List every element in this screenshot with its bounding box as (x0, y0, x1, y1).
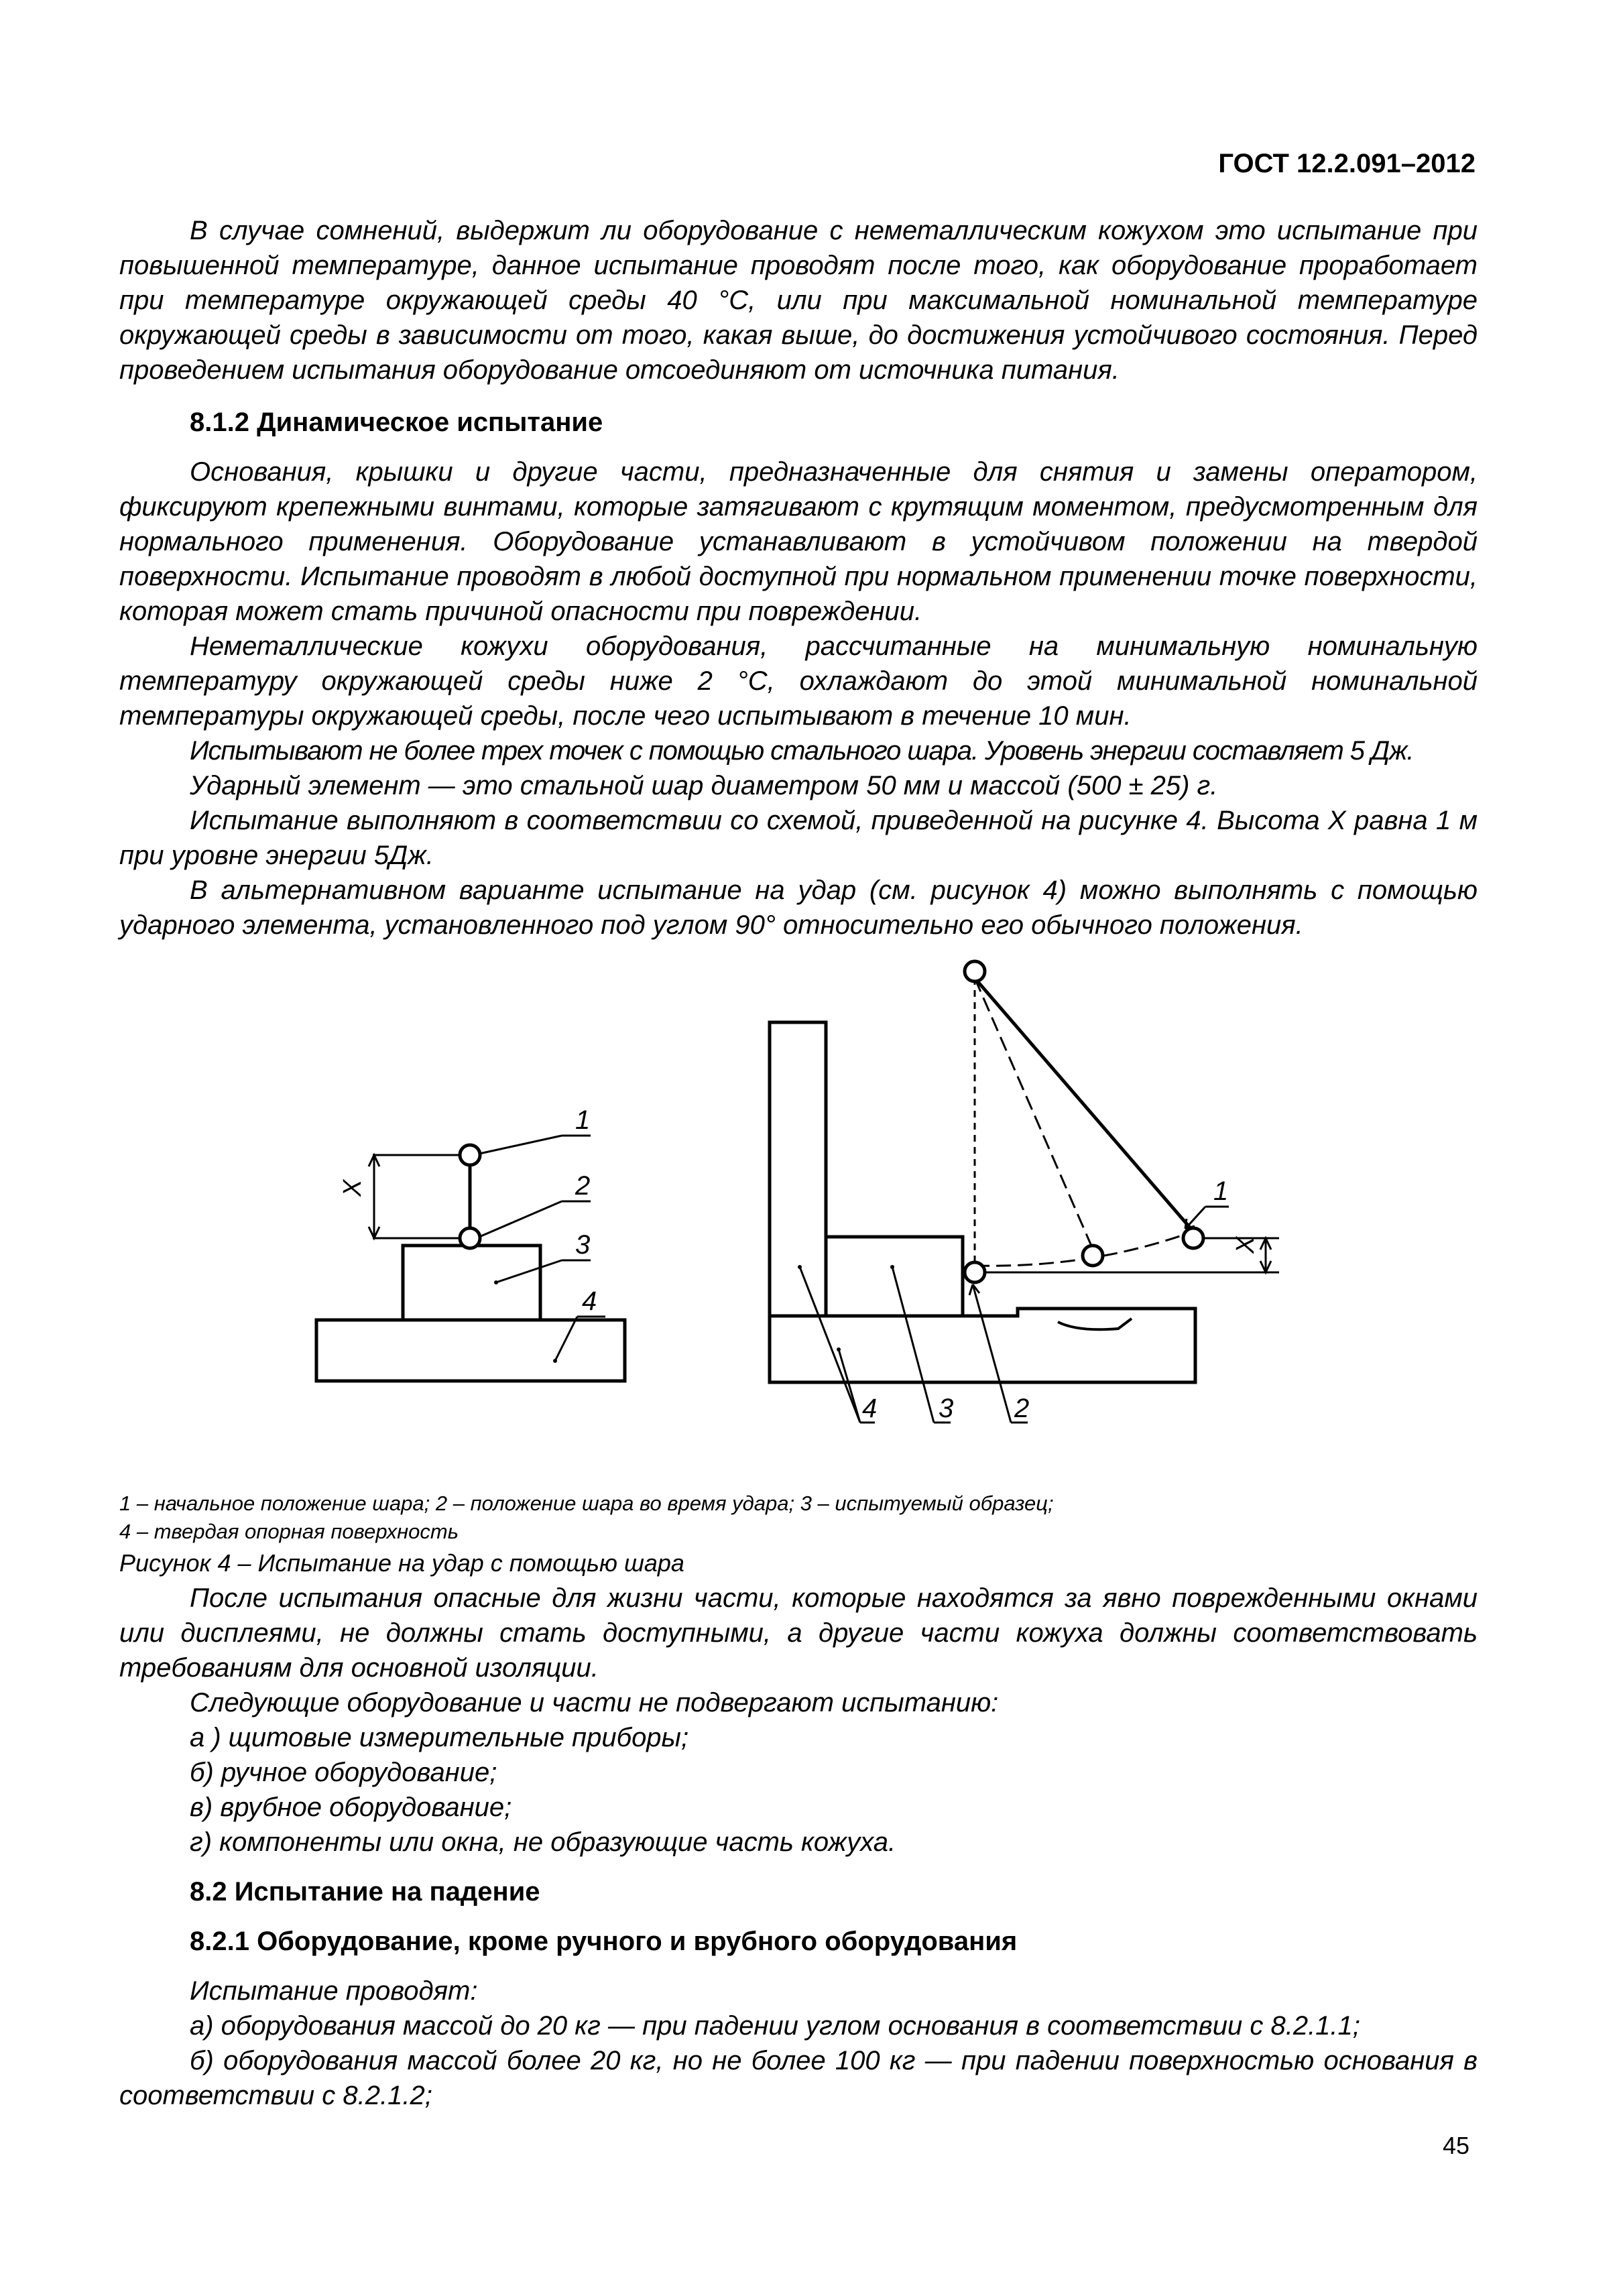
pendulum-scheme (770, 961, 1279, 1423)
figure-title: Рисунок 4 – Испытание на удар с помощью шара (119, 1549, 684, 1577)
left-label-3: 3 (575, 1230, 591, 1260)
left-label-4: 4 (582, 1286, 597, 1316)
paragraph: Испытание выполняют в соответствии со схемой, приведенной на рисунке 4. Высота X равна 1 м при уровне энергии 5Дж. (119, 806, 1478, 870)
left-x-label: X (339, 1179, 367, 1197)
figure-legend-line-2: 4 – твердая опорная поверхность (119, 1520, 459, 1543)
section-heading-8-2: 8.2 Испытание на падение (190, 1877, 540, 1907)
right-label-3: 3 (939, 1394, 954, 1423)
right-ball-mid (1083, 1246, 1103, 1266)
left-test-sample (403, 1246, 540, 1320)
paragraph: Неметаллические кожухи оборудования, рассчитанные на минимальную номинальную температуру окружающей среды ниже 2 °С, охлаждают до этой минимальной номинальной температуры окружающей среды, после чего испытывают в течение 10 мин. (119, 631, 1478, 731)
list-item: б) оборудования массой более 20 кг, но не более 100 кг — при падении поверхностью основания в соответствии с 8.2.1.2; (119, 2046, 1478, 2110)
paragraph: Ударный элемент — это стальной шар диаметром 50 мм и массой (500 ± 25) г. (190, 771, 1218, 800)
paragraph: Испытывают не более трех точек с помощью стального шара. Уровень энергии составляет 5 Дж. (190, 736, 1414, 766)
impact-test-diagram (119, 953, 1478, 1490)
right-label-2: 2 (1014, 1394, 1030, 1423)
intro-paragraph: В случае сомнений, выдержит ли оборудование с неметаллическим кожухом это испытание при повышенной температуре, данное испытание проводят после того, как оборудование проработает при температуре окружающей среды 40 °С, или при максимальной номинальной температуре окружающей среды в зависимости от того, какая выше, до достижения устойчивого состояния. Перед проведением испытания оборудование отсоединяют от источника питания. (119, 216, 1478, 385)
paragraph: В альтернативном варианте испытание на удар (см. рисунок 4) можно выполнять с помощью ударного элемента, установленного под углом 90° относительно его обычного положения. (119, 875, 1478, 940)
page-content (119, 213, 1478, 2113)
left-ball-impact (460, 1228, 480, 1248)
pendulum-string (975, 978, 1193, 1231)
page-number: 45 (1443, 2132, 1470, 2159)
right-wall (770, 1022, 826, 1316)
left-label-2: 2 (575, 1171, 591, 1201)
paragraph: Основания, крышки и другие части, предназначенные для снятия и замены оператором, фиксируют крепежными винтами, которые затягивают с крутящим моментом, предусмотренным для нормального применения. Оборудование устанавливают в устойчивом положении на твердой поверхности. Испытание проводят в любой доступной при нормальном применении точке поверхности, которая может стать причиной опасности при повреждении. (119, 457, 1478, 626)
right-ball-start (1183, 1228, 1203, 1248)
section-heading-8-1-2: 8.1.2 Динамическое испытание (190, 408, 603, 437)
section-heading-8-2-1: 8.2.1 Оборудование, кроме ручного и врубного оборудования (190, 1927, 1018, 1956)
figure-4 (119, 953, 1478, 1490)
left-ball-start (460, 1145, 480, 1165)
list-item: в) врубное оборудование; (190, 1793, 512, 1822)
list-item: а ) щитовые измерительные приборы; (190, 1723, 689, 1752)
figure-legend-line-1: 1 – начальное положение шара; 2 – положение шара во время удара; 3 – испытуемый образец; (119, 1492, 1054, 1515)
paragraph: После испытания опасные для жизни части, которые находятся за явно поврежденными окнами или дисплеями, не должны стать доступными, а другие части кожуха должны соответствовать требованиям для основной изоляции. (119, 1583, 1478, 1683)
paragraph: Испытание проводят: (190, 1976, 478, 2006)
list-item: б) ручное оборудование; (190, 1758, 497, 1787)
list-item: г) компоненты или окна, не образующие часть кожуха. (190, 1827, 896, 1857)
list-item: а) оборудования массой до 20 кг — при падении углом основания в соответствии с 8.2.1.1; (190, 2011, 1360, 2041)
document-header: ГОСТ 12.2.091–2012 (1218, 149, 1476, 178)
vertical-drop-scheme (316, 1105, 625, 1381)
paragraph: Следующие оборудование и части не подвергают испытанию: (190, 1688, 999, 1717)
left-label-1: 1 (575, 1105, 591, 1135)
right-ball-impact (965, 1262, 985, 1282)
right-label-4: 4 (862, 1394, 878, 1423)
left-base-surface (316, 1320, 625, 1381)
right-x-label: X (1231, 1236, 1260, 1254)
right-label-1: 1 (1213, 1176, 1229, 1206)
pendulum-pivot (965, 961, 985, 981)
